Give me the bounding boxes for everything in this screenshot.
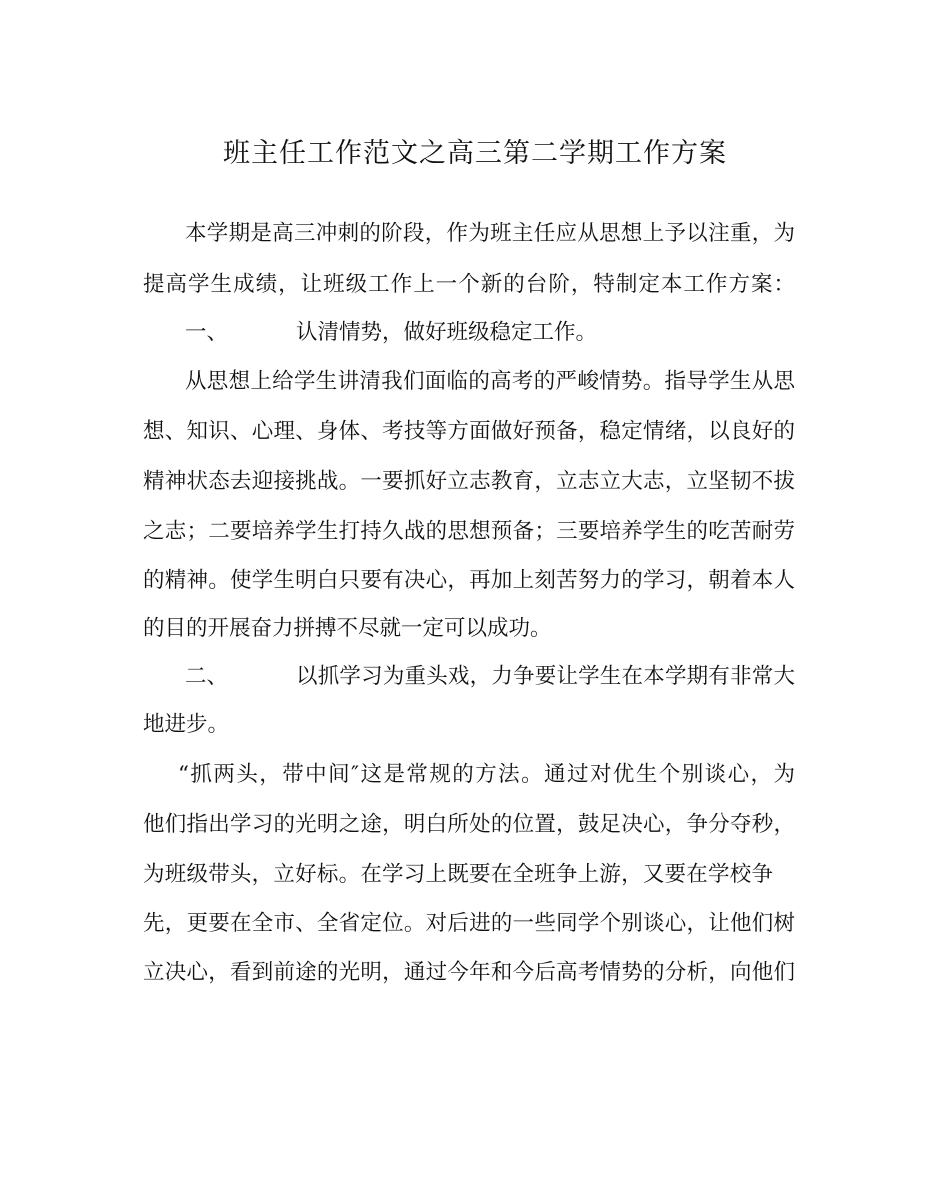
intro-line-2: 提高学生成绩，让班级工作上一个新的台阶，特制定本工作方案： [143,272,795,297]
section-2-line-1: “抓两头，带中间″这是常规的方法。通过对优生个别谈心，为 [178,762,795,787]
section-1-line-6: 的目的开展奋力拼搏不尽就一定可以成功。 [143,616,552,641]
section-1-number: 一、 [185,320,229,345]
section-2-line-5: 立决心，看到前途的光明，通过今年和今后高考情势的分析，向他们 [143,960,795,985]
section-1-line-1: 从思想上给学生讲清我们面临的高考的严峻情势。指导学生从思 [185,369,795,394]
section-2-heading-line-1: 以抓学习为重头戏，力争要让学生在本学期有非常大 [296,664,795,689]
section-1-line-5: 的精神。使学生明白只要有决心，再加上刻苦努力的学习，朝着本人 [143,568,795,593]
section-1-line-4: 之志；二要培养学生打持久战的思想预备；三要培养学生的吃苦耐劳 [143,519,795,544]
section-2-line-3: 为班级带头，立好标。在学习上既要在全班争上游，又要在学校争 [143,862,773,887]
section-2-heading-line-2: 地进步。 [143,712,230,737]
section-1-line-2: 想、知识、心理、身体、考技等方面做好预备，稳定情绪，以良好的 [143,419,795,444]
section-2-number: 二、 [185,664,229,689]
section-2-line-4: 先，更要在全市、全省定位。对后进的一些同学个别谈心，让他们树 [143,911,795,936]
section-1-heading: 认清情势，做好班级稳定工作。 [296,320,598,345]
document-title: 班主任工作范文之高三第二学期工作方案 [223,138,727,169]
section-1-line-3: 精神状态去迎接挑战。一要抓好立志教育，立志立大志，立坚韧不拔 [143,469,795,494]
section-2-line-2: 他们指出学习的光明之途，明白所处的位置，鼓足决心，争分夺秒， [143,812,795,837]
intro-line-1: 本学期是高三冲刺的阶段，作为班主任应从思想上予以注重，为 [185,221,795,246]
